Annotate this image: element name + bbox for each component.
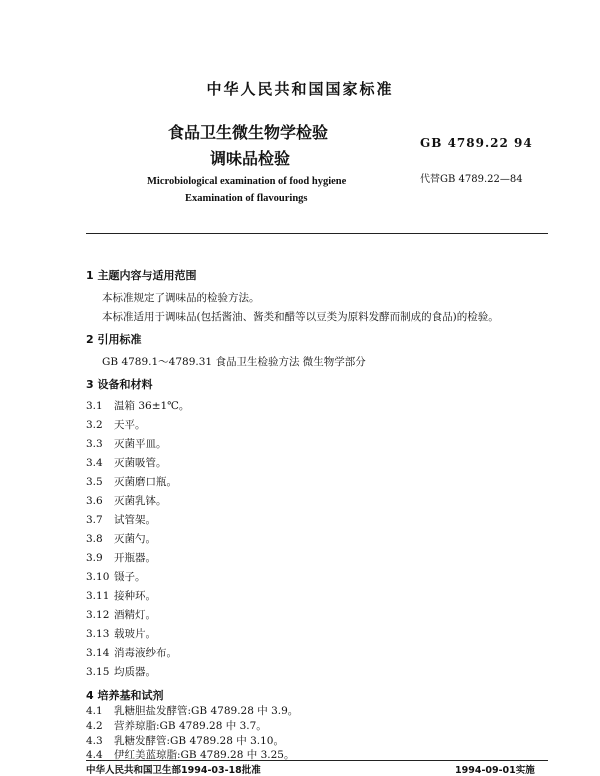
list-item: 4.2 营养琼脂:GB 4789.28 中 3.7。 bbox=[86, 720, 267, 732]
approval-date: 中华人民共和国卫生部1994-03-18批准 bbox=[86, 765, 261, 776]
implementation-date: 1994-09-01实施 bbox=[455, 765, 535, 776]
header-divider bbox=[86, 233, 548, 234]
list-item: 3.4 灭菌吸管。 bbox=[86, 457, 167, 469]
footer-divider bbox=[86, 760, 548, 761]
section2-para1: GB 4789.1～4789.31 食品卫生检验方法 微生物学部分 bbox=[102, 356, 366, 368]
chinese-title-line2: 调味品检验 bbox=[210, 149, 291, 168]
list-item: 3.2 天平。 bbox=[86, 419, 146, 431]
section1-para2: 本标准适用于调味品(包括酱油、酱类和醋等以豆类为原料发酵而制成的食品)的检验。 bbox=[102, 311, 499, 323]
section4-heading: 4 培养基和试剂 bbox=[86, 689, 164, 702]
list-item: 3.7 试管架。 bbox=[86, 514, 156, 526]
english-title-line1: Microbiological examination of food hygiene bbox=[147, 176, 347, 187]
list-item: 3.1 温箱 36±1℃。 bbox=[86, 400, 190, 412]
standard-code: GB 4789.22 94 bbox=[420, 136, 533, 150]
national-standard-heading: 中华人民共和国国家标准 bbox=[206, 80, 394, 98]
list-item: 4.3 乳糖发酵管:GB 4789.28 中 3.10。 bbox=[86, 735, 284, 747]
english-title-line2: Examination of flavourings bbox=[185, 193, 308, 204]
section2-heading: 2 引用标准 bbox=[86, 333, 142, 346]
list-item: 4.4 伊红美蓝琼脂:GB 4789.28 中 3.25。 bbox=[86, 749, 295, 761]
replaces-note: 代替GB 4789.22—84 bbox=[420, 174, 523, 185]
list-item: 3.8 灭菌勺。 bbox=[86, 533, 156, 545]
chinese-title-line1: 食品卫生微生物学检验 bbox=[168, 123, 329, 142]
list-item: 3.15 均质器。 bbox=[86, 666, 156, 678]
section1-heading: 1 主题内容与适用范围 bbox=[86, 269, 197, 282]
list-item: 3.3 灭菌平皿。 bbox=[86, 438, 167, 450]
list-item: 3.9 开瓶器。 bbox=[86, 552, 156, 564]
list-item: 3.11 接种环。 bbox=[86, 590, 156, 602]
list-item: 3.10 镊子。 bbox=[86, 571, 146, 583]
section3-heading: 3 设备和材料 bbox=[86, 378, 153, 391]
list-item: 3.5 灭菌磨口瓶。 bbox=[86, 476, 177, 488]
list-item: 4.1 乳糖胆盐发酵管:GB 4789.28 中 3.9。 bbox=[86, 705, 299, 717]
list-item: 3.6 灭菌乳钵。 bbox=[86, 495, 167, 507]
list-item: 3.13 载玻片。 bbox=[86, 628, 156, 640]
list-item: 3.12 酒精灯。 bbox=[86, 609, 156, 621]
section1-para1: 本标准规定了调味品的检验方法。 bbox=[102, 292, 260, 304]
list-item: 3.14 消毒液纱布。 bbox=[86, 647, 177, 659]
